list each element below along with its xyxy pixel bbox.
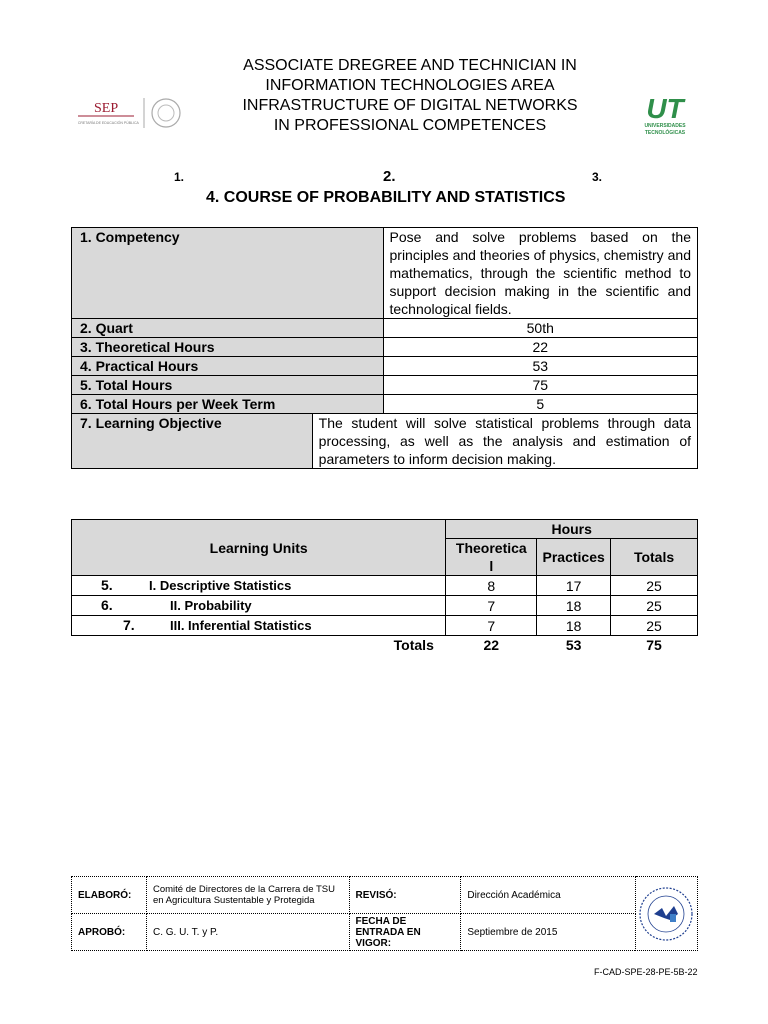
practical-hours-label: 4. Practical Hours — [72, 357, 384, 376]
unit-practices: 18 — [537, 596, 611, 616]
aprobo-value: C. G. U. T. y P. — [146, 914, 349, 951]
unit-number: 6. — [101, 597, 113, 613]
header-title-line-1: ASSOCIATE DREGREE AND TECHNICIAN IN — [243, 57, 577, 74]
totals-practices: 53 — [565, 637, 582, 653]
total-hours-row — [72, 376, 698, 395]
totals-totals: 75 — [646, 637, 662, 653]
learning-units-header: Learning Units — [72, 520, 446, 576]
ut-logo-text: UT — [646, 93, 684, 124]
ut-logo-sub-2: TECNOLÓGICAS — [644, 130, 686, 136]
table-row — [72, 596, 698, 616]
document-code: F-CAD-SPE-28-PE-5B-22 — [594, 967, 698, 977]
aprobo-label: APROBÓ: — [72, 914, 147, 951]
totals-theoretical: 22 — [483, 637, 500, 653]
unit-name: I. Descriptive Statistics — [149, 578, 292, 593]
learning-objective-value: The student will solve statistical problems through data processing, as well as the analysis and estimation of parameters to inform decision making. — [312, 414, 697, 469]
total-hours-label: 5. Total Hours — [72, 376, 384, 395]
theoretical-hours-row — [72, 338, 698, 357]
table-row — [72, 576, 698, 596]
theoretical-hours-label: 3. Theoretical Hours — [72, 338, 384, 357]
week-hours-row — [72, 395, 698, 414]
approval-footer-table — [71, 876, 698, 951]
course-title: 4. COURSE OF PROBABILITY AND STATISTICS — [206, 189, 566, 206]
fecha-label: FECHA DE ENTRADA EN VIGOR: — [349, 914, 461, 951]
unit-number: 5. — [101, 577, 113, 593]
elaboro-label: ELABORÓ: — [72, 877, 147, 914]
ut-logo — [636, 92, 694, 142]
seal-cell — [635, 877, 697, 951]
competency-value: Pose and solve problems based on the principles and theories of physics, chemistry and mathematics, through the scientific method to support decision making in the scientific and technological fields. — [383, 228, 698, 319]
totals-label: Totals — [393, 637, 434, 653]
footer-row-2 — [72, 914, 698, 951]
learning-objective-row — [72, 414, 698, 469]
institution-seal-icon — [636, 884, 696, 944]
reviso-value: Dirección Académica — [461, 877, 636, 914]
unit-practices: 18 — [537, 616, 611, 636]
header-title-line-2: INFORMATION TECHNOLOGIES AREA — [265, 77, 555, 94]
competency-row — [72, 228, 698, 319]
learning-units-table — [71, 519, 698, 654]
course-info-table — [71, 227, 698, 469]
competency-label: 1. Competency — [72, 228, 384, 319]
sep-logo-text: SEP — [94, 101, 119, 116]
quart-row — [72, 319, 698, 338]
total-hours-value: 75 — [383, 376, 698, 395]
ut-logo-sub-1: UNIVERSIDADES — [644, 123, 686, 129]
unit-theoretical: 8 — [446, 576, 537, 596]
week-hours-value: 5 — [383, 395, 698, 414]
theoretical-header: Theoretical — [446, 539, 537, 576]
learning-objective-label: 7. Learning Objective — [72, 414, 313, 469]
numbering-1: 1. — [174, 170, 185, 184]
header-title — [200, 56, 620, 136]
unit-totals: 25 — [611, 576, 698, 596]
header-title-line-3: INFRASTRUCTURE OF DIGITAL NETWORKS — [242, 97, 578, 114]
quart-value: 50th — [383, 319, 698, 338]
table-row — [72, 616, 698, 636]
totals-row — [72, 636, 698, 655]
practical-hours-row — [72, 357, 698, 376]
unit-totals: 25 — [611, 596, 698, 616]
practices-header: Practices — [537, 539, 611, 576]
footer-row-1 — [72, 877, 698, 914]
header-title-line-4: IN PROFESSIONAL COMPETENCES — [273, 117, 547, 134]
sep-logo — [78, 96, 186, 132]
totals-header: Totals — [611, 539, 698, 576]
practical-hours-value: 53 — [383, 357, 698, 376]
unit-theoretical: 7 — [446, 596, 537, 616]
elaboro-value: Comité de Directores de la Carrera de TSU en Agricultura Sustentable y Protegida — [146, 877, 349, 914]
unit-number: 7. — [123, 617, 135, 633]
unit-name: III. Inferential Statistics — [170, 618, 312, 633]
theoretical-hours-value: 22 — [383, 338, 698, 357]
reviso-label: REVISÓ: — [349, 877, 461, 914]
hours-header: Hours — [446, 520, 698, 539]
fecha-value: Septiembre de 2015 — [461, 914, 636, 951]
week-hours-label: 6. Total Hours per Week Term — [72, 395, 384, 414]
numbering-2: 2. — [383, 168, 396, 185]
unit-theoretical: 7 — [446, 616, 537, 636]
quart-label: 2. Quart — [72, 319, 384, 338]
unit-totals: 25 — [611, 616, 698, 636]
units-header-row-1 — [72, 520, 698, 539]
unit-practices: 17 — [537, 576, 611, 596]
unit-name: II. Probability — [170, 598, 252, 613]
mexico-seal-icon — [152, 99, 180, 127]
numbering-3: 3. — [592, 170, 603, 184]
sep-logo-sub: SECRETARÍA DE EDUCACIÓN PÚBLICA — [78, 121, 139, 125]
